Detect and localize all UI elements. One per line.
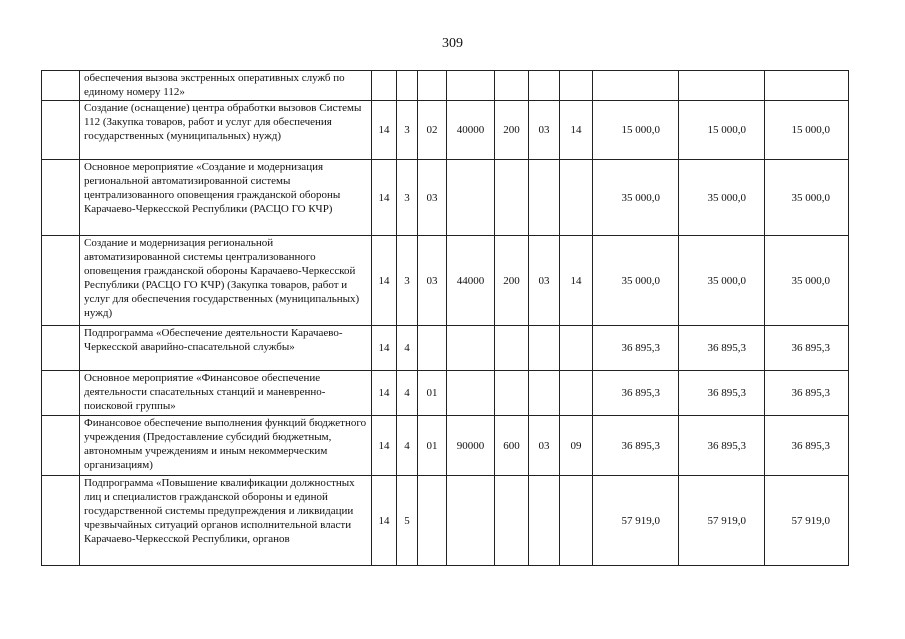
code-cell	[418, 326, 447, 371]
code-cell: 14	[372, 416, 397, 476]
code-cell: 3	[397, 236, 418, 326]
code-cell	[529, 71, 560, 101]
amount-cell: 35 000,0	[593, 160, 679, 236]
code-cell: 4	[397, 416, 418, 476]
code-cell: 200	[495, 236, 529, 326]
code-cell	[560, 160, 593, 236]
code-cell: 14	[560, 101, 593, 160]
code-cell	[495, 371, 529, 416]
code-cell: 14	[372, 326, 397, 371]
code-cell: 14	[560, 236, 593, 326]
amount-cell: 57 919,0	[593, 476, 679, 566]
table-row	[42, 160, 849, 236]
code-cell: 03	[529, 416, 560, 476]
code-cell: 600	[495, 416, 529, 476]
amount-cell: 36 895,3	[765, 416, 849, 476]
code-cell	[372, 71, 397, 101]
code-cell: 02	[418, 101, 447, 160]
code-cell: 4	[397, 371, 418, 416]
blank-cell	[42, 101, 80, 160]
amount-cell: 36 895,3	[679, 326, 765, 371]
code-cell: 14	[372, 371, 397, 416]
code-cell: 14	[372, 101, 397, 160]
code-cell: 01	[418, 371, 447, 416]
code-cell: 01	[418, 416, 447, 476]
amount-cell: 36 895,3	[593, 326, 679, 371]
code-cell: 03	[529, 236, 560, 326]
code-cell	[560, 326, 593, 371]
blank-cell	[42, 160, 80, 236]
amount-cell: 57 919,0	[765, 476, 849, 566]
amount-cell	[765, 71, 849, 101]
row-description: Основное мероприятие «Финансовое обеспечение деятельности спасательных станций и маневренно-поисковой группы»	[80, 371, 372, 416]
code-cell	[529, 371, 560, 416]
code-cell: 200	[495, 101, 529, 160]
code-cell	[529, 160, 560, 236]
code-cell: 03	[529, 101, 560, 160]
blank-cell	[42, 416, 80, 476]
amount-cell: 35 000,0	[765, 160, 849, 236]
row-description: Создание и модернизация региональной автоматизированной системы централизованного оповещения гражданской обороны Карачаево-Черкесской Республики (РАСЦО ГО КЧР) (Закупка товаров, работ и услуг для обеспечения государственных (муниципальных) нужд)	[80, 236, 372, 326]
code-cell	[447, 371, 495, 416]
code-cell: 03	[418, 160, 447, 236]
code-cell	[397, 71, 418, 101]
code-cell	[418, 476, 447, 566]
table-row	[42, 71, 849, 101]
page-number: 309	[442, 36, 463, 51]
code-cell: 14	[372, 476, 397, 566]
code-cell: 14	[372, 236, 397, 326]
amount-cell: 36 895,3	[765, 371, 849, 416]
table-row	[42, 101, 849, 160]
code-cell	[529, 326, 560, 371]
amount-cell: 15 000,0	[765, 101, 849, 160]
table-row	[42, 236, 849, 326]
code-cell: 4	[397, 326, 418, 371]
table-row	[42, 476, 849, 566]
code-cell	[560, 71, 593, 101]
code-cell	[560, 476, 593, 566]
amount-cell: 35 000,0	[765, 236, 849, 326]
table-row	[42, 371, 849, 416]
amount-cell: 36 895,3	[679, 416, 765, 476]
code-cell	[560, 371, 593, 416]
code-cell	[447, 326, 495, 371]
code-cell: 09	[560, 416, 593, 476]
amount-cell: 57 919,0	[679, 476, 765, 566]
code-cell: 90000	[447, 416, 495, 476]
code-cell	[495, 326, 529, 371]
blank-cell	[42, 371, 80, 416]
code-cell	[447, 160, 495, 236]
code-cell: 40000	[447, 101, 495, 160]
row-description: Основное мероприятие «Создание и модернизация региональной автоматизированной системы централизованного оповещения гражданской обороны Карачаево-Черкесской Республики (РАСЦО ГО КЧР)	[80, 160, 372, 236]
budget-table	[41, 70, 849, 566]
blank-cell	[42, 476, 80, 566]
amount-cell	[679, 71, 765, 101]
code-cell: 03	[418, 236, 447, 326]
amount-cell: 35 000,0	[679, 160, 765, 236]
code-cell: 3	[397, 101, 418, 160]
amount-cell: 35 000,0	[679, 236, 765, 326]
amount-cell: 15 000,0	[679, 101, 765, 160]
code-cell: 3	[397, 160, 418, 236]
code-cell: 14	[372, 160, 397, 236]
code-cell: 44000	[447, 236, 495, 326]
blank-cell	[42, 236, 80, 326]
amount-cell: 36 895,3	[679, 371, 765, 416]
row-description: Создание (оснащение) центра обработки вызовов Системы 112 (Закупка товаров, работ и услуг для обеспечения государственных (муниципальных) нужд)	[80, 101, 372, 160]
code-cell	[495, 476, 529, 566]
blank-cell	[42, 326, 80, 371]
amount-cell: 36 895,3	[593, 371, 679, 416]
row-description: обеспечения вызова экстренных оперативных служб по единому номеру 112»	[80, 71, 372, 101]
table-row	[42, 326, 849, 371]
blank-cell	[42, 71, 80, 101]
table-row	[42, 416, 849, 476]
amount-cell: 35 000,0	[593, 236, 679, 326]
amount-cell: 15 000,0	[593, 101, 679, 160]
code-cell	[418, 71, 447, 101]
code-cell	[447, 71, 495, 101]
code-cell	[447, 476, 495, 566]
code-cell	[529, 476, 560, 566]
row-description: Подпрограмма «Повышение квалификации должностных лиц и специалистов гражданской обороны и единой государственной системы предупреждения и ликвидации чрезвычайных ситуаций органов исполнительной власти Карачаево-Черкесской Республики, органов	[80, 476, 372, 566]
code-cell	[495, 160, 529, 236]
code-cell	[495, 71, 529, 101]
row-description: Подпрограмма «Обеспечение деятельности Карачаево-Черкесской аварийно-спасательной службы»	[80, 326, 372, 371]
code-cell: 5	[397, 476, 418, 566]
amount-cell	[593, 71, 679, 101]
amount-cell: 36 895,3	[593, 416, 679, 476]
amount-cell: 36 895,3	[765, 326, 849, 371]
row-description: Финансовое обеспечение выполнения функций бюджетного учреждения (Предоставление субсидий бюджетным, автономным учреждениям и иным некоммерческим организациям)	[80, 416, 372, 476]
